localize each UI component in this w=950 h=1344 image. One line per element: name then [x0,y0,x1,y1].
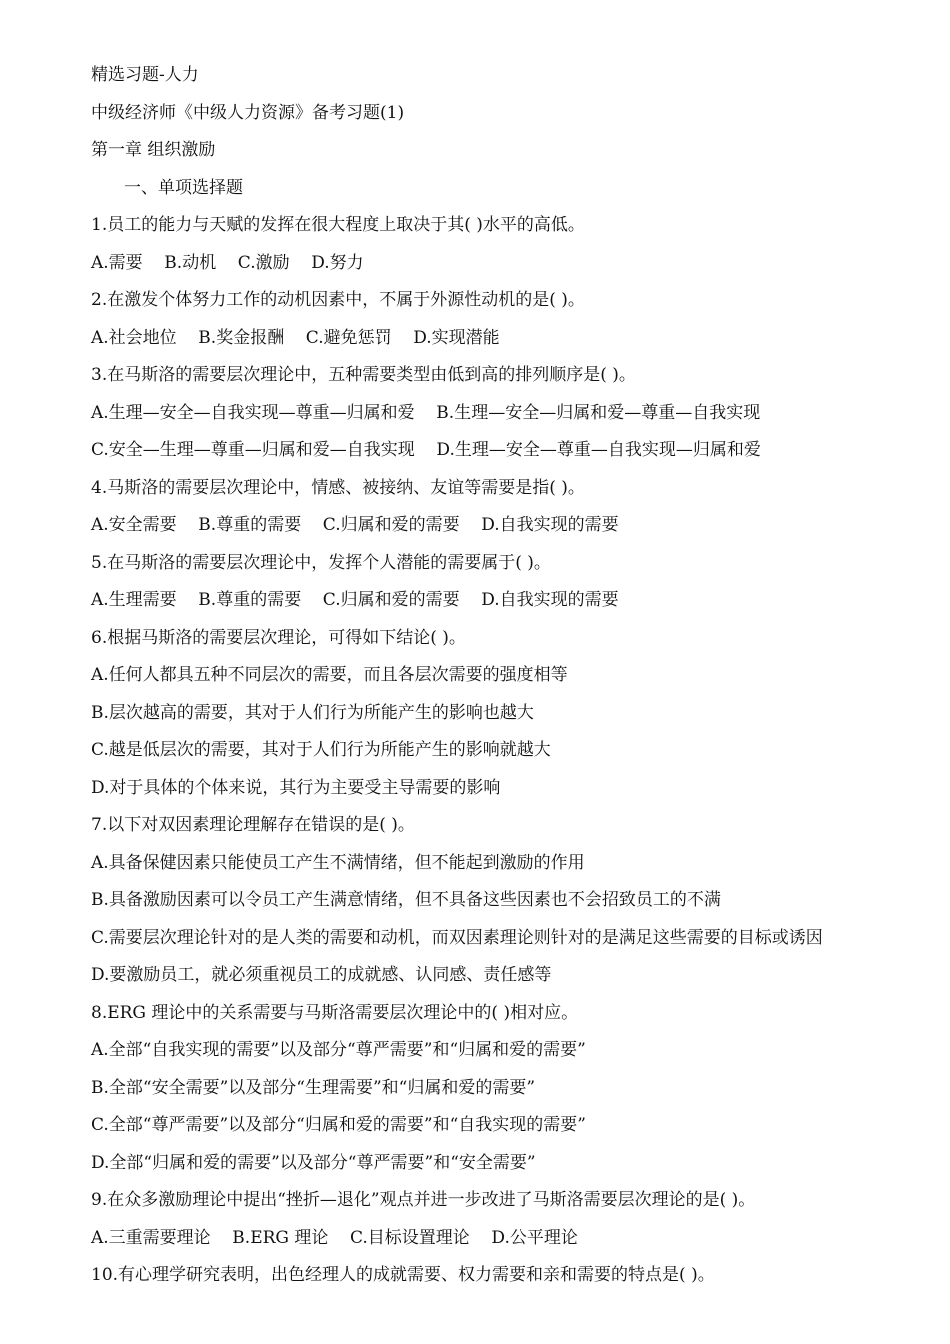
option-b: B.层次越高的需要，其对于人们行为所能产生的影响也越大 [91,702,534,723]
option-c: C.需要层次理论针对的是人类的需要和动机，而双因素理论则针对的是满足这些需要的目标或诱因 [91,927,823,948]
option-b: B.具备激励因素可以令员工产生满意情绪，但不具备这些因素也不会招致员工的不满 [91,890,721,910]
question-options: A.安全需要 B.尊重的需要 C.归属和爱的需要 D.自我实现的需要 [91,515,619,535]
option-c: C.全部“尊严需要”以及部分“归属和爱的需要”和“自我实现的需要” [91,1115,586,1135]
question-stem: 7.以下对双因素理论理解存在错误的是( )。 [91,815,415,835]
option-b: B.全部“安全需要”以及部分“生理需要”和“归属和爱的需要” [91,1077,536,1098]
question-options: A.生理—安全—自我实现—尊重—归属和爱 B.生理—安全—归属和爱—尊重—自我实现 [91,402,761,423]
question-stem: 10.有心理学研究表明，出色经理人的成就需要、权力需要和亲和需要的特点是( )。 [91,1265,715,1285]
question-stem: 5.在马斯洛的需要层次理论中，发挥个人潜能的需要属于( )。 [91,552,551,573]
option-a: A.具备保健因素只能使员工产生不满情绪，但不能起到激励的作用 [91,852,585,873]
option-a: A.任何人都具五种不同层次的需要，而且各层次需要的强度相等 [91,665,568,685]
option-d: D.对于具体的个体来说，其行为主要受主导需要的影响 [91,777,501,798]
question-options: A.三重需要理论 B.ERG 理论 C.目标设置理论 D.公平理论 [91,1227,578,1248]
doc-header: 精选习题-人力 [91,65,199,85]
option-d: D.要激励员工，就必须重视员工的成就感、认同感、责任感等 [91,965,552,985]
chapter-heading: 第一章 组织激励 [91,140,216,160]
option-d: D.全部“归属和爱的需要”以及部分“尊严需要”和“安全需要” [91,1152,536,1173]
question-options: A.社会地位 B.奖金报酬 C.避免惩罚 D.实现潜能 [91,327,500,348]
option-c: C.越是低层次的需要，其对于人们行为所能产生的影响就越大 [91,740,551,760]
question-stem: 4.马斯洛的需要层次理论中，情感、被接纳、友谊等需要是指( )。 [91,477,585,498]
question-stem: 1.员工的能力与天赋的发挥在很大程度上取决于其( )水平的高低。 [91,215,585,235]
question-options: A.需要 B.动机 C.激励 D.努力 [91,252,364,273]
doc-title: 中级经济师《中级人力资源》备考习题(1) [91,102,405,123]
section-heading: 一、单项选择题 [124,177,243,198]
question-stem: 6.根据马斯洛的需要层次理论，可得如下结论( )。 [91,627,466,648]
option-a: A.全部“自我实现的需要”以及部分“尊严需要”和“归属和爱的需要” [91,1040,586,1060]
question-stem: 8.ERG 理论中的关系需要与马斯洛需要层次理论中的( )相对应。 [91,1002,579,1023]
question-options: A.生理需要 B.尊重的需要 C.归属和爱的需要 D.自我实现的需要 [91,590,619,610]
question-stem: 3.在马斯洛的需要层次理论中，五种需要类型由低到高的排列顺序是( )。 [91,365,636,385]
document-page [91,60,891,1298]
question-stem: 2.在激发个体努力工作的动机因素中，不属于外源性动机的是( )。 [91,290,585,310]
question-stem: 9.在众多激励理论中提出“挫折—退化”观点并进一步改进了马斯洛需要层次理论的是( )。 [91,1190,756,1210]
question-options: C.安全—生理—尊重—归属和爱—自我实现 D.生理—安全—尊重—自我实现—归属和爱 [91,440,761,460]
